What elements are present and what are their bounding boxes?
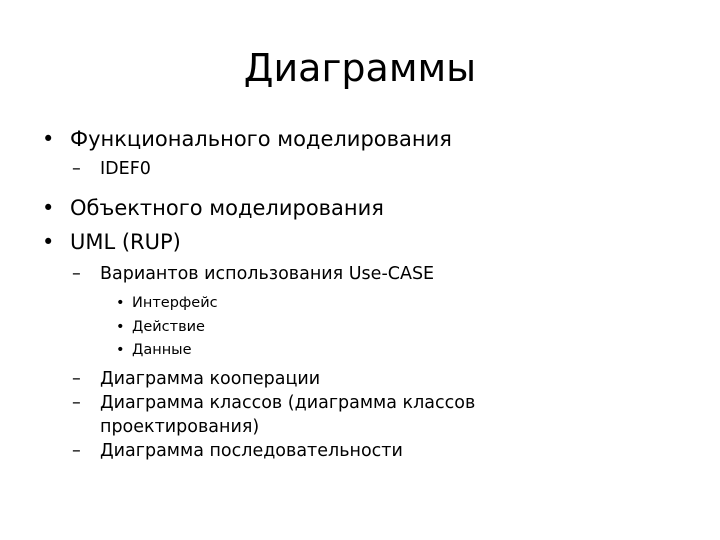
bullet-marker: • (42, 230, 55, 254)
list-item (0, 225, 720, 259)
list-item (0, 262, 720, 286)
dash-marker: – (72, 264, 81, 284)
list-item (0, 292, 720, 316)
list-item-text: Диаграмма классов (диаграмма классов (100, 392, 476, 413)
dash-marker: – (72, 159, 81, 179)
bullet-marker: • (116, 318, 125, 335)
list-item (0, 367, 720, 391)
list-item (0, 122, 720, 156)
bullet-marker: • (42, 127, 55, 151)
list-item-text: Данные (132, 342, 192, 358)
list-item-text: UML (RUP) (70, 230, 181, 254)
list-item (0, 391, 720, 439)
list-item-text: Диаграмма кооперации (100, 368, 321, 389)
list-item (0, 339, 720, 363)
bullet-marker: • (116, 295, 125, 311)
list-item-text: Действие (132, 318, 205, 335)
list-item-text: Диаграмма последовательности (100, 440, 403, 461)
dash-marker: – (72, 440, 81, 461)
list-item (0, 157, 720, 181)
dash-marker: – (72, 368, 81, 389)
list-item-text-continued: проектирования) (100, 416, 260, 437)
list-item-text: Объектного моделирования (70, 196, 384, 220)
bullet-marker: • (42, 196, 55, 220)
list-item-text: Вариантов использования Use-CASE (100, 264, 435, 284)
bullet-marker: • (116, 342, 125, 358)
list-item-text: IDEF0 (100, 159, 151, 179)
bullet-list (0, 122, 720, 463)
slide-title: Диаграммы (243, 46, 477, 90)
list-item-text: Интерфейс (132, 295, 218, 311)
dash-marker: – (72, 392, 81, 413)
list-item-text: Функционального моделирования (70, 127, 452, 151)
list-item (0, 439, 720, 463)
list-item (0, 316, 720, 340)
list-item (0, 191, 720, 225)
